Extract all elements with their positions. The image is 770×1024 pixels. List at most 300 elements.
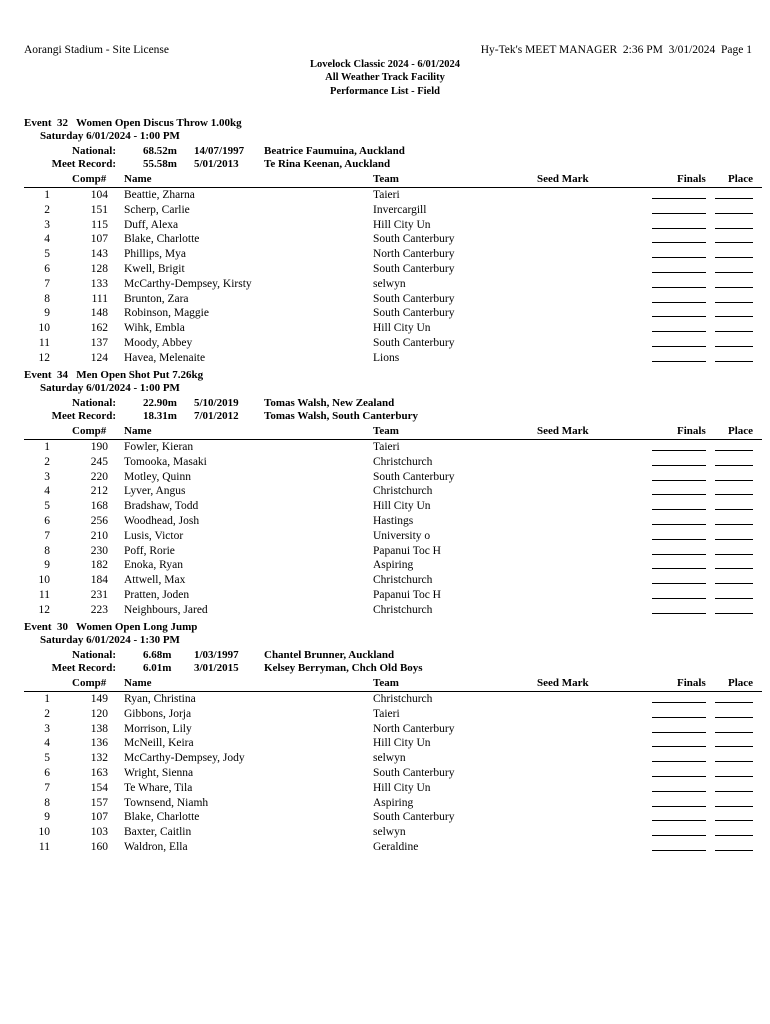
athlete-row xyxy=(0,826,770,841)
athlete-comp-number: 111 xyxy=(91,292,108,305)
athlete-name: Beattie, Zharna xyxy=(124,189,195,201)
header-rule xyxy=(24,691,762,692)
athlete-order: 3 xyxy=(44,470,50,483)
national-date: 14/07/1997 xyxy=(194,145,245,157)
name-column-header: Name xyxy=(124,425,152,437)
athlete-comp-number: 231 xyxy=(90,589,108,601)
finals-blank-line xyxy=(652,524,706,525)
athlete-name: Poff, Rorie xyxy=(124,544,175,557)
athlete-comp-number: 212 xyxy=(90,485,108,498)
athlete-order: 1 xyxy=(44,441,50,453)
athlete-row xyxy=(0,559,770,574)
meet-record-date: 7/01/2012 xyxy=(194,410,239,422)
athlete-order: 6 xyxy=(44,263,50,275)
athlete-row xyxy=(0,189,770,204)
athlete-comp-number: 154 xyxy=(90,781,108,794)
athlete-team: Invercargill xyxy=(373,203,427,216)
place-blank-line xyxy=(715,613,753,614)
place-blank-line xyxy=(715,257,753,258)
athlete-row xyxy=(0,574,770,589)
seed-mark-column-header: Seed Mark xyxy=(537,677,589,689)
place-blank-line xyxy=(715,568,753,569)
finals-blank-line xyxy=(652,346,706,347)
meet-record-holder: Kelsey Berryman, Chch Old Boys xyxy=(264,662,423,674)
athlete-order: 7 xyxy=(44,277,50,290)
team-column-header: Team xyxy=(373,425,399,437)
athlete-row xyxy=(0,278,770,293)
national-holder: Tomas Walsh, New Zealand xyxy=(264,397,395,409)
athlete-row xyxy=(0,471,770,486)
athlete-name: Enoka, Ryan xyxy=(124,559,183,572)
athlete-comp-number: 107 xyxy=(90,811,108,824)
athlete-name: Moody, Abbey xyxy=(124,337,193,349)
athlete-name: Kwell, Brigit xyxy=(124,263,185,275)
place-blank-line xyxy=(715,524,753,525)
athlete-team: Geraldine xyxy=(373,841,419,853)
athlete-comp-number: 103 xyxy=(90,826,108,839)
place-blank-line xyxy=(715,287,753,288)
facility-name: All Weather Track Facility xyxy=(325,72,445,83)
athlete-row xyxy=(0,500,770,515)
finals-blank-line xyxy=(652,702,706,703)
athlete-order: 9 xyxy=(44,559,50,572)
athlete-comp-number: 138 xyxy=(90,722,108,735)
athlete-order: 2 xyxy=(44,707,50,720)
athlete-comp-number: 157 xyxy=(90,796,108,809)
athlete-name: Robinson, Maggie xyxy=(124,307,209,320)
finals-blank-line xyxy=(652,213,706,214)
athlete-team: Taieri xyxy=(373,441,400,453)
place-blank-line xyxy=(715,554,753,555)
place-blank-line xyxy=(715,583,753,584)
athlete-row xyxy=(0,204,770,219)
finals-blank-line xyxy=(652,732,706,733)
finals-blank-line xyxy=(652,598,706,599)
site-license: Aorangi Stadium - Site License xyxy=(24,44,169,56)
athlete-order: 1 xyxy=(44,189,50,201)
athlete-order: 6 xyxy=(44,767,50,779)
athlete-name: McCarthy-Dempsey, Jody xyxy=(124,752,245,765)
place-blank-line xyxy=(715,746,753,747)
place-column-header: Place xyxy=(728,173,754,185)
athlete-row xyxy=(0,322,770,337)
athlete-row xyxy=(0,248,770,263)
athlete-comp-number: 210 xyxy=(90,529,108,542)
athlete-row xyxy=(0,708,770,723)
athlete-row xyxy=(0,767,770,782)
athlete-team: South Canterbury xyxy=(373,470,455,483)
event-date: Saturday 6/01/2024 - 1:00 PM xyxy=(40,130,180,142)
athlete-name: Duff, Alexa xyxy=(124,218,179,231)
athlete-row xyxy=(0,737,770,752)
athlete-team: Hill City Un xyxy=(373,737,431,750)
place-blank-line xyxy=(715,272,753,273)
name-column-header: Name xyxy=(124,173,152,185)
athlete-row xyxy=(0,352,770,367)
athlete-name: Wihk, Embla xyxy=(124,322,185,335)
athlete-name: Fowler, Kieran xyxy=(124,441,194,453)
meet-record-mark: 18.31m xyxy=(143,410,177,422)
athlete-team: Papanui Toc H xyxy=(373,589,441,601)
athlete-team: South Canterbury xyxy=(373,337,455,349)
athlete-order: 9 xyxy=(44,811,50,824)
team-column-header: Team xyxy=(373,173,399,185)
national-holder: Beatrice Faumuina, Auckland xyxy=(264,145,405,157)
athlete-name: Blake, Charlotte xyxy=(124,233,200,246)
athlete-team: selwyn xyxy=(373,752,406,765)
athlete-order: 11 xyxy=(38,589,50,601)
athlete-team: Papanui Toc H xyxy=(373,544,441,557)
athlete-team: Hastings xyxy=(373,515,414,527)
athlete-team: Hill City Un xyxy=(373,500,431,513)
athlete-team: South Canterbury xyxy=(373,307,455,320)
finals-blank-line xyxy=(652,776,706,777)
meet-record-holder: Tomas Walsh, South Canterbury xyxy=(264,410,419,422)
finals-column-header: Finals xyxy=(677,173,706,185)
finals-blank-line xyxy=(652,465,706,466)
athlete-team: South Canterbury xyxy=(373,292,455,305)
place-blank-line xyxy=(715,316,753,317)
athlete-name: Brunton, Zara xyxy=(124,292,189,305)
finals-blank-line xyxy=(652,302,706,303)
athlete-row xyxy=(0,337,770,352)
place-blank-line xyxy=(715,213,753,214)
athlete-name: Scherp, Carlie xyxy=(124,203,190,216)
athlete-row xyxy=(0,752,770,767)
athlete-team: Christchurch xyxy=(373,574,433,587)
athlete-team: South Canterbury xyxy=(373,767,455,779)
finals-blank-line xyxy=(652,316,706,317)
national-label: National: xyxy=(72,397,116,409)
place-blank-line xyxy=(715,346,753,347)
athlete-team: South Canterbury xyxy=(373,233,455,246)
athlete-comp-number: 115 xyxy=(91,218,108,231)
athlete-order: 9 xyxy=(44,307,50,320)
place-blank-line xyxy=(715,494,753,495)
finals-blank-line xyxy=(652,331,706,332)
athlete-order: 12 xyxy=(38,351,50,364)
athlete-row xyxy=(0,441,770,456)
meet-record-label: Meet Record: xyxy=(51,410,116,422)
comp-column-header: Comp# xyxy=(72,173,107,185)
header-rule xyxy=(24,439,762,440)
place-blank-line xyxy=(715,480,753,481)
athlete-row xyxy=(0,841,770,856)
national-date: 1/03/1997 xyxy=(194,649,239,661)
finals-blank-line xyxy=(652,287,706,288)
meet-record-label: Meet Record: xyxy=(51,158,116,170)
athlete-team: Christchurch xyxy=(373,693,433,705)
athlete-name: Attwell, Max xyxy=(124,574,186,587)
athlete-comp-number: 136 xyxy=(90,737,108,750)
finals-blank-line xyxy=(652,242,706,243)
athlete-order: 5 xyxy=(44,752,50,765)
athlete-order: 11 xyxy=(38,337,50,349)
athlete-comp-number: 245 xyxy=(90,455,108,468)
athlete-comp-number: 223 xyxy=(90,603,108,616)
athlete-comp-number: 137 xyxy=(90,337,108,349)
athlete-comp-number: 104 xyxy=(90,189,108,201)
athlete-comp-number: 132 xyxy=(90,752,108,765)
athlete-team: University o xyxy=(373,529,431,542)
athlete-order: 6 xyxy=(44,515,50,527)
place-blank-line xyxy=(715,539,753,540)
finals-blank-line xyxy=(652,198,706,199)
athlete-order: 7 xyxy=(44,529,50,542)
athlete-row xyxy=(0,811,770,826)
finals-blank-line xyxy=(652,509,706,510)
place-blank-line xyxy=(715,835,753,836)
meet-record-mark: 55.58m xyxy=(143,158,177,170)
meet-title: Lovelock Classic 2024 - 6/01/2024 xyxy=(310,59,460,70)
athlete-order: 1 xyxy=(44,693,50,705)
athlete-name: Waldron, Ella xyxy=(124,841,188,853)
place-blank-line xyxy=(715,228,753,229)
event-title: Event 30 Women Open Long Jump xyxy=(24,621,198,633)
athlete-team: Hill City Un xyxy=(373,322,431,335)
athlete-order: 11 xyxy=(38,841,50,853)
meet-record-holder: Te Rina Keenan, Auckland xyxy=(264,158,391,170)
athlete-order: 2 xyxy=(44,455,50,468)
athlete-order: 2 xyxy=(44,203,50,216)
software-stamp: Hy-Tek's MEET MANAGER 2:36 PM 3/01/2024 Page 1 xyxy=(480,44,752,56)
header-rule xyxy=(24,187,762,188)
athlete-order: 10 xyxy=(38,322,50,335)
athlete-comp-number: 190 xyxy=(90,441,108,453)
athlete-order: 7 xyxy=(44,781,50,794)
athlete-row xyxy=(0,233,770,248)
name-column-header: Name xyxy=(124,677,152,689)
athlete-name: Havea, Melenaite xyxy=(124,351,206,364)
meet-record-date: 5/01/2013 xyxy=(194,158,239,170)
athlete-team: South Canterbury xyxy=(373,811,455,824)
finals-blank-line xyxy=(652,257,706,258)
finals-blank-line xyxy=(652,272,706,273)
athlete-comp-number: 184 xyxy=(90,574,108,587)
athlete-team: Lions xyxy=(373,351,400,364)
place-blank-line xyxy=(715,850,753,851)
event-title: Event 34 Men Open Shot Put 7.26kg xyxy=(24,369,204,381)
athlete-team: Aspiring xyxy=(373,796,414,809)
athlete-name: McNeill, Keira xyxy=(124,737,194,750)
finals-blank-line xyxy=(652,361,706,362)
finals-blank-line xyxy=(652,539,706,540)
place-blank-line xyxy=(715,806,753,807)
athlete-order: 4 xyxy=(44,737,50,750)
place-blank-line xyxy=(715,598,753,599)
event-date: Saturday 6/01/2024 - 1:30 PM xyxy=(40,634,180,646)
place-blank-line xyxy=(715,761,753,762)
athlete-name: Neighbours, Jared xyxy=(124,603,208,616)
place-blank-line xyxy=(715,361,753,362)
athlete-comp-number: 149 xyxy=(90,693,108,705)
athlete-team: Aspiring xyxy=(373,559,414,572)
place-blank-line xyxy=(715,820,753,821)
athlete-name: Gibbons, Jorja xyxy=(124,707,192,720)
athlete-comp-number: 151 xyxy=(90,203,108,216)
finals-blank-line xyxy=(652,450,706,451)
place-blank-line xyxy=(715,776,753,777)
athlete-row xyxy=(0,797,770,812)
meet-record-label: Meet Record: xyxy=(51,662,116,674)
team-column-header: Team xyxy=(373,677,399,689)
athlete-comp-number: 162 xyxy=(90,322,108,335)
athlete-order: 8 xyxy=(44,796,50,809)
athlete-team: Taieri xyxy=(373,189,400,201)
athlete-row xyxy=(0,456,770,471)
athlete-order: 3 xyxy=(44,218,50,231)
athlete-row xyxy=(0,307,770,322)
place-column-header: Place xyxy=(728,425,754,437)
athlete-comp-number: 148 xyxy=(90,307,108,320)
meet-record-date: 3/01/2015 xyxy=(194,662,239,674)
national-mark: 68.52m xyxy=(143,145,177,157)
athlete-order: 8 xyxy=(44,544,50,557)
finals-blank-line xyxy=(652,494,706,495)
athlete-name: Pratten, Joden xyxy=(124,589,190,601)
athlete-team: Christchurch xyxy=(373,485,433,498)
athlete-team: Hill City Un xyxy=(373,218,431,231)
finals-column-header: Finals xyxy=(677,425,706,437)
place-blank-line xyxy=(715,465,753,466)
athlete-team: Hill City Un xyxy=(373,781,431,794)
finals-blank-line xyxy=(652,480,706,481)
national-mark: 6.68m xyxy=(143,649,172,661)
athlete-name: Townsend, Niamh xyxy=(124,796,209,809)
athlete-name: McCarthy-Dempsey, Kirsty xyxy=(124,277,252,290)
athlete-comp-number: 143 xyxy=(90,248,108,261)
athlete-name: Lusis, Victor xyxy=(124,529,184,542)
finals-blank-line xyxy=(652,583,706,584)
athlete-comp-number: 230 xyxy=(90,544,108,557)
athlete-name: Tomooka, Masaki xyxy=(124,455,207,468)
finals-blank-line xyxy=(652,746,706,747)
athlete-team: Christchurch xyxy=(373,603,433,616)
finals-blank-line xyxy=(652,835,706,836)
place-blank-line xyxy=(715,509,753,510)
athlete-comp-number: 163 xyxy=(90,767,108,779)
athlete-row xyxy=(0,723,770,738)
finals-blank-line xyxy=(652,228,706,229)
finals-blank-line xyxy=(652,568,706,569)
finals-blank-line xyxy=(652,761,706,762)
athlete-name: Lyver, Angus xyxy=(124,485,186,498)
national-label: National: xyxy=(72,649,116,661)
athlete-comp-number: 124 xyxy=(90,351,108,364)
athlete-row xyxy=(0,545,770,560)
athlete-team: South Canterbury xyxy=(373,263,455,275)
athlete-order: 4 xyxy=(44,233,50,246)
athlete-comp-number: 120 xyxy=(90,707,108,720)
athlete-order: 10 xyxy=(38,574,50,587)
place-blank-line xyxy=(715,791,753,792)
athlete-row xyxy=(0,782,770,797)
athlete-comp-number: 160 xyxy=(90,841,108,853)
athlete-name: Woodhead, Josh xyxy=(124,515,200,527)
athlete-row xyxy=(0,515,770,530)
athlete-order: 8 xyxy=(44,292,50,305)
national-holder: Chantel Brunner, Auckland xyxy=(264,649,395,661)
place-blank-line xyxy=(715,302,753,303)
athlete-name: Te Whare, Tila xyxy=(124,781,193,794)
athlete-order: 12 xyxy=(38,603,50,616)
athlete-order: 4 xyxy=(44,485,50,498)
athlete-row xyxy=(0,604,770,619)
athlete-team: North Canterbury xyxy=(373,722,455,735)
athlete-row xyxy=(0,485,770,500)
athlete-name: Morrison, Lily xyxy=(124,722,192,735)
finals-blank-line xyxy=(652,554,706,555)
athlete-team: Christchurch xyxy=(373,455,433,468)
athlete-row xyxy=(0,263,770,278)
athlete-order: 10 xyxy=(38,826,50,839)
finals-blank-line xyxy=(652,791,706,792)
seed-mark-column-header: Seed Mark xyxy=(537,173,589,185)
athlete-row xyxy=(0,530,770,545)
athlete-team: Taieri xyxy=(373,707,400,720)
athlete-comp-number: 220 xyxy=(90,470,108,483)
comp-column-header: Comp# xyxy=(72,677,107,689)
athlete-team: selwyn xyxy=(373,277,406,290)
place-blank-line xyxy=(715,450,753,451)
place-blank-line xyxy=(715,732,753,733)
athlete-name: Phillips, Mya xyxy=(124,248,186,261)
athlete-row xyxy=(0,293,770,308)
athlete-name: Bradshaw, Todd xyxy=(124,500,199,513)
athlete-row xyxy=(0,693,770,708)
athlete-row xyxy=(0,589,770,604)
athlete-comp-number: 133 xyxy=(90,277,108,290)
athlete-team: selwyn xyxy=(373,826,406,839)
finals-blank-line xyxy=(652,613,706,614)
athlete-comp-number: 182 xyxy=(90,559,108,572)
athlete-name: Baxter, Caitlin xyxy=(124,826,192,839)
report-title: Performance List - Field xyxy=(330,86,440,97)
athlete-name: Motley, Quinn xyxy=(124,470,191,483)
athlete-row xyxy=(0,219,770,234)
athlete-comp-number: 107 xyxy=(90,233,108,246)
athlete-order: 3 xyxy=(44,722,50,735)
athlete-name: Ryan, Christina xyxy=(124,693,196,705)
finals-column-header: Finals xyxy=(677,677,706,689)
place-blank-line xyxy=(715,242,753,243)
athlete-order: 5 xyxy=(44,500,50,513)
place-column-header: Place xyxy=(728,677,754,689)
seed-mark-column-header: Seed Mark xyxy=(537,425,589,437)
event-title: Event 32 Women Open Discus Throw 1.00kg xyxy=(24,117,242,129)
athlete-team: North Canterbury xyxy=(373,248,455,261)
athlete-comp-number: 128 xyxy=(90,263,108,275)
place-blank-line xyxy=(715,198,753,199)
athlete-comp-number: 256 xyxy=(90,515,108,527)
athlete-name: Wright, Sienna xyxy=(124,767,194,779)
finals-blank-line xyxy=(652,850,706,851)
finals-blank-line xyxy=(652,820,706,821)
event-date: Saturday 6/01/2024 - 1:00 PM xyxy=(40,382,180,394)
athlete-name: Blake, Charlotte xyxy=(124,811,200,824)
place-blank-line xyxy=(715,331,753,332)
national-label: National: xyxy=(72,145,116,157)
place-blank-line xyxy=(715,717,753,718)
comp-column-header: Comp# xyxy=(72,425,107,437)
national-date: 5/10/2019 xyxy=(194,397,239,409)
meet-record-mark: 6.01m xyxy=(143,662,172,674)
finals-blank-line xyxy=(652,806,706,807)
athlete-order: 5 xyxy=(44,248,50,261)
athlete-comp-number: 168 xyxy=(90,500,108,513)
national-mark: 22.90m xyxy=(143,397,177,409)
place-blank-line xyxy=(715,702,753,703)
